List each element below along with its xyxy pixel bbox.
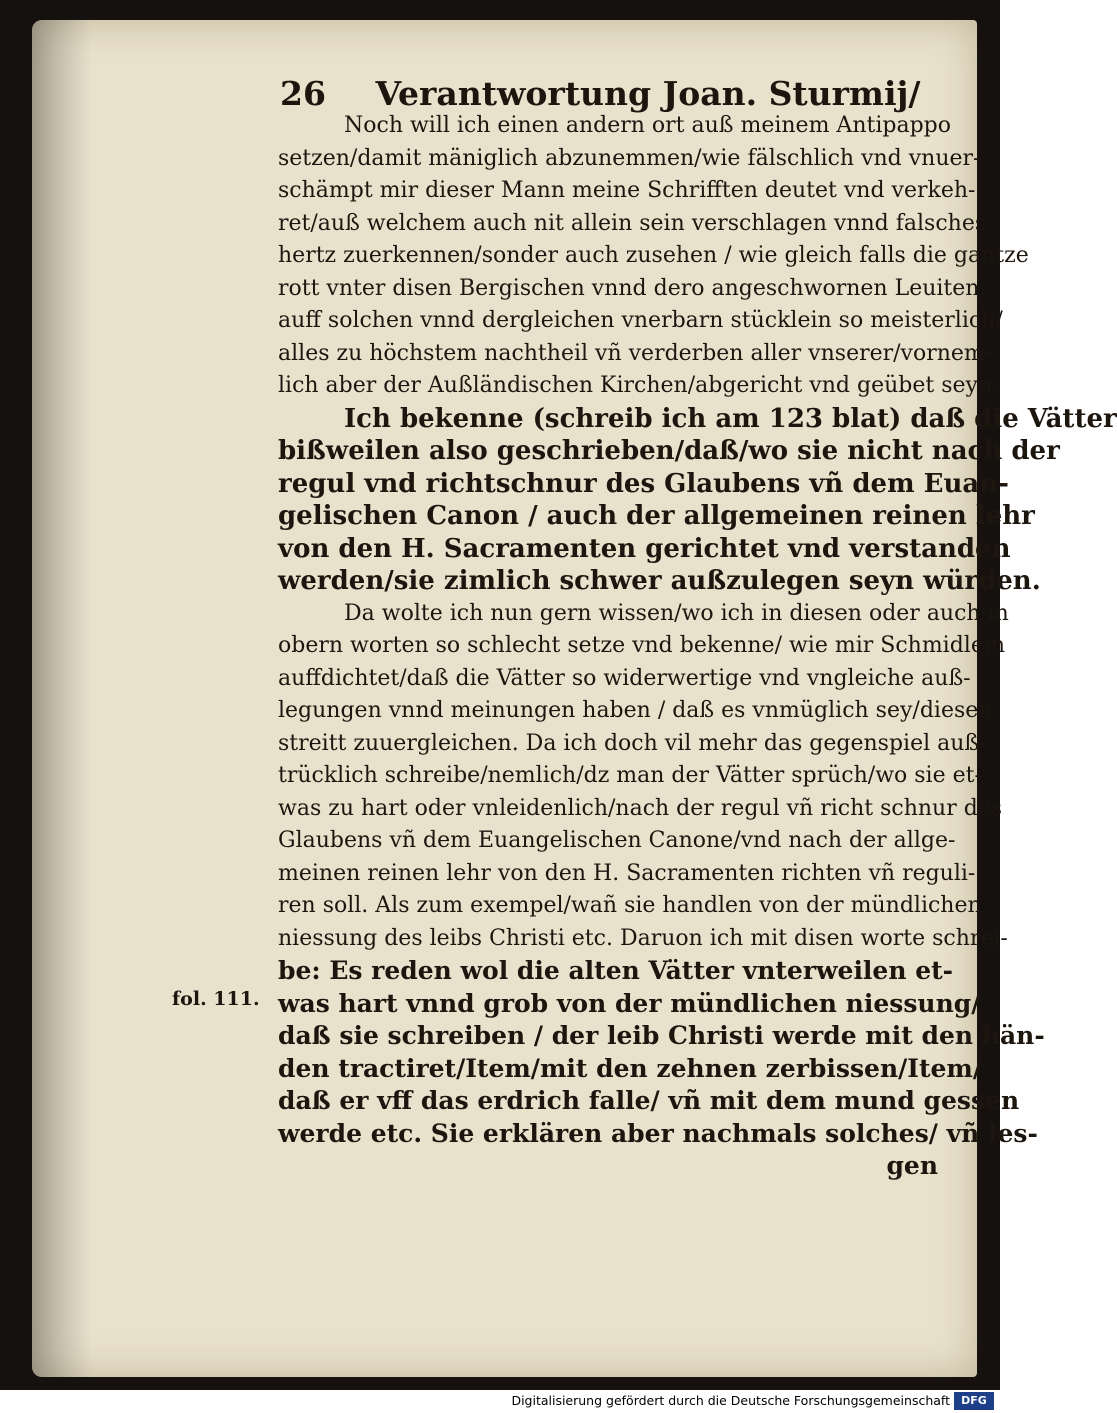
text-line: hertz zuerkennen/sonder auch zusehen / wie gleich falls die gantze (278, 243, 1029, 268)
quote-line: Ich bekenne (schreib ich am 123 blat) daß die Vätter (344, 403, 1117, 434)
text-line: Noch will ich einen andern ort auß meinem Antipappo (344, 113, 951, 138)
page-number: 26 (280, 74, 326, 113)
quote-line: be: Es reden wol die alten Vätter vnterweilen et- (278, 956, 954, 985)
footer-bar (0, 1390, 1000, 1413)
page-gutter-shadow (32, 20, 92, 1377)
quote-line: werden/sie zimlich schwer außzulegen seyn würden. (278, 566, 1041, 596)
quote-line: daß er vff das erdrich falle/ vñ mit dem mund gessen (278, 1086, 1020, 1115)
text-line: Glaubens vñ dem Euangelischen Canone/vnd nach der allge- (278, 828, 956, 853)
text-line: trücklich schreibe/nemlich/dz man der Vätter sprüch/wo sie et- (278, 763, 982, 788)
text-line: auff solchen vnnd dergleichen vnerbarn stücklein so meisterlich/ (278, 308, 1003, 333)
text-line: ren soll. Als zum exempel/wañ sie handlen von der mündlichen (278, 893, 982, 918)
text-line: streitt zuuergleichen. Da ich doch vil mehr das gegenspiel auß- (278, 730, 987, 756)
margin-note: fol. 111. (172, 988, 260, 1010)
quote-line: regul vnd richtschnur des Glaubens vñ dem Euan- (278, 468, 1009, 499)
dfg-logo: DFG (954, 1392, 994, 1410)
quote-line: bißweilen also geschrieben/daß/wo sie nicht nach der (278, 436, 1060, 466)
text-line: ret/auß welchem auch nit allein sein verschlagen vnnd falsches (278, 210, 987, 236)
text-line: schämpt mir dieser Mann meine Schrifften deutet vnd verkeh- (278, 178, 976, 203)
quote-line: werde etc. Sie erklären aber nachmals solches/ vñ les- (278, 1118, 1038, 1148)
text-line: auffdichtet/daß die Vätter so widerwertige vnd vngleiche auß- (278, 665, 971, 691)
text-line: niessung des leibs Christi etc. Daruon ich mit disen worte schrei- (278, 925, 1008, 951)
quote-line: was hart vnnd grob von der mündlichen niessung/ (278, 988, 981, 1018)
text-line: lich aber der Außländischen Kirchen/abgericht vnd geübet seyn. (278, 373, 1000, 398)
text-line: legungen vnnd meinungen haben / daß es vnmüglich sey/diesen (278, 698, 993, 723)
text-line: Da wolte ich nun gern wissen/wo ich in diesen oder auch in (344, 600, 1009, 626)
text-line: setzen/damit mäniglich abzunemmen/wie fälschlich vnd vnuer- (278, 145, 981, 171)
quote-line: daß sie schreiben / der leib Christi werde mit den hän- (278, 1021, 1045, 1050)
text-line: meinen reinen lehr von den H. Sacramenten richten vñ reguli- (278, 860, 976, 886)
running-header (280, 74, 921, 113)
text-line: was zu hart oder vnleidenlich/nach der regul vñ richt schnur des (278, 795, 1003, 821)
quote-line: gelischen Canon / auch der allgemeinen reinen lehr (278, 501, 1035, 531)
running-title: Verantwortung Joan. Sturmij/ (375, 74, 921, 113)
funding-notice: Digitalisierung gefördert durch die Deutsche Forschungsgemeinschaft (511, 1393, 950, 1408)
text-line: rott vnter disen Bergischen vnnd dero angeschwornen Leuiten (278, 275, 980, 301)
text-line: obern worten so schlecht setze vnd bekenne/ wie mir Schmidlein (278, 633, 1006, 658)
catchword: gen (886, 1151, 938, 1180)
text-line: alles zu höchstem nachtheil vñ verderben aller vnserer/vornem- (278, 340, 993, 366)
quote-line: den tractiret/Item/mit den zehnen zerbissen/Item/ (278, 1053, 982, 1083)
body-text (278, 110, 1117, 1183)
quote-line: von den H. Sacramenten gerichtet vnd verstanden (278, 533, 1011, 564)
